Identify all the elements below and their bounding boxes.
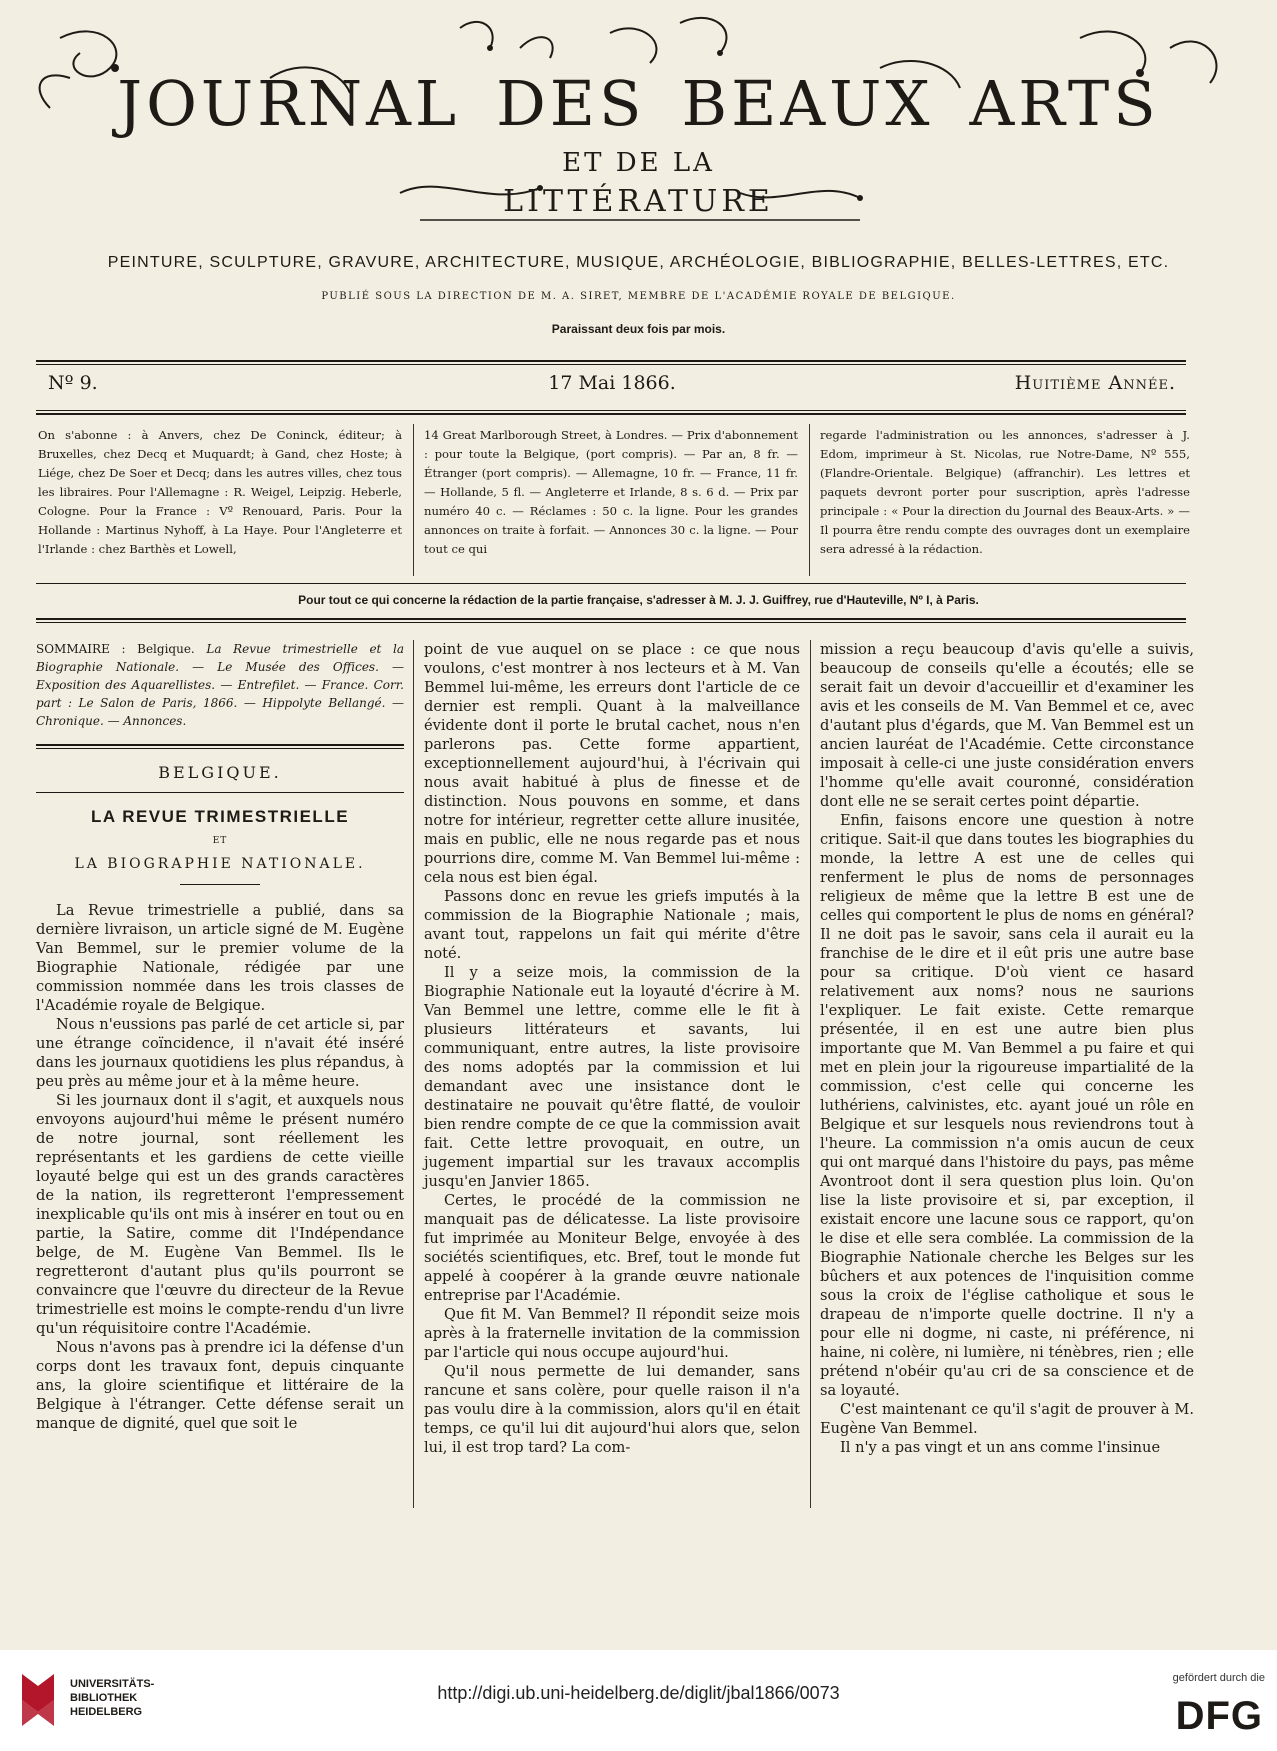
section-title: BELGIQUE. xyxy=(158,763,282,782)
rule xyxy=(36,410,1186,411)
title-word: BEAUX xyxy=(681,66,934,140)
disciplines-line: PEINTURE, SCULPTURE, GRAVURE, ARCHITECTURE, MUSIQUE, ARCHÉOLOGIE, BIBLIOGRAPHIE, BELLES-LETTRES, ETC. xyxy=(107,254,1170,271)
sommaire xyxy=(36,640,404,730)
column-3 xyxy=(820,640,1194,1457)
frequency-line: Paraissant deux fois par mois. xyxy=(551,322,726,336)
paragraph: Qu'il nous permette de lui demander, sans rancune et sans colère, pour quelle raison il n'a pas voulu dire à la commission, alors qu'il en était temps, ce qu'il lui dit aujourd'hui alors que, selon lui, il est trop tard? La com- xyxy=(424,1363,800,1456)
title-word: JOURNAL xyxy=(117,66,461,140)
column-divider xyxy=(809,424,810,576)
paragraph: Il n'y a pas vingt et un ans comme l'insinue xyxy=(840,1439,1161,1456)
funded-by-label: gefördert durch die xyxy=(1172,1672,1265,1684)
rule xyxy=(36,748,404,749)
library-line: BIBLIOTHEK xyxy=(70,1692,138,1704)
article-et: ET xyxy=(212,836,228,846)
paragraph: Si les journaux dont il s'agit, et auxquels nous envoyons aujourd'hui même le présent numéro de notre journal, sont réellement les représentants et les gardiens de cette vieille loyauté belge qui est un des grands caractères de la nation, ils regretteront l'empressement inexplicable qu'ils ont mis à insérer en tout ou en partie, la Satire, comme dit l'Indépendance belge, de M. Eugène Van Bemmel. Ils le regretteront d'autant plus qu'ils pourront se convaincre que l'œuvre du directeur de la Revue trimestrielle est moins le compte-rendu d'un livre qu'un réquisitoire contre l'Académie. xyxy=(36,1092,404,1337)
column-divider xyxy=(413,640,414,1508)
subscription-col-3: regarde l'administration ou les annonces, s'adresser à J. Edom, imprimeur à St. Nicolas, rue Notre-Dame, Nº 555, (Flandre-Orientale. Belgique) (affranchir). Les lettres et paquets devront porter pour suscription, après l'adresse principale : « Pour la direction du Journal des Beaux-Arts. » — Il pourra être rendu compte des ouvrages dont un exemplaire sera adressé à la rédaction. xyxy=(820,428,1190,556)
subtitle-et: ET DE LA xyxy=(562,148,715,178)
issue-number: Nº 9. xyxy=(48,372,98,394)
rule xyxy=(36,618,1186,620)
paragraph: Il y a seize mois, la commission de la Biographie Nationale eut la loyauté d'écrire à M. Van Bemmel une lettre, comme elle le fit à plusieurs littérateurs et savants, lui communiquant, entre autres, la liste provisoire des noms adoptés par la commission et lui demandant avec une insistance dont le destinataire ne pouvait qu'être flatté, de vouloir bien rendre compte de ce que la commission avait fait. Cette lettre provoquait, en outre, un jugement impartial sur les travaux accomplis jusqu'en Janvier 1865. xyxy=(424,964,800,1190)
paragraph: Passons donc en revue les griefs imputés à la commission de la Biographie Nationale ; mais, avant tout, rappelons un fait qui mérite d'être noté. xyxy=(424,888,800,962)
paragraph: Nous n'avons pas à prendre ici la défense d'un corps dont les travaux font, depuis cinquante ans, la gloire scientifique et littéraire de la Belgique à l'étranger. Cette défense serait un manque de dignité, quel que soit le xyxy=(36,1339,404,1432)
rule xyxy=(36,744,404,746)
article-title: LA REVUE TRIMESTRIELLE xyxy=(90,807,350,826)
library-line: HEIDELBERG xyxy=(70,1706,143,1718)
paragraph: mission a reçu beaucoup d'avis qu'elle a suivis, beaucoup de conseils qu'elle a écoutés; elle se serait fait un devoir d'accueillir et d'examiner les avis et les conseils de M. Van Bemmel et ce, avec d'autant plus d'égards, que M. Van Bemmel est un ancien lauréat de l'Académie. Cette circonstance imposait à celle-ci une juste considération envers l'homme qu'elle avait couronné, considération dont elle ne se serait certes point départie. xyxy=(820,641,1194,810)
issue-date: 17 Mai 1866. xyxy=(548,372,676,394)
paragraph: Certes, le procédé de la commission ne manquait pas de délicatesse. La liste provisoire fut imprimée au Moniteur Belge, envoyée à des sociétés scientifiques, etc. Bref, tout le monde fut appelé à coopérer à la grande œuvre nationale entreprise par l'Académie. xyxy=(424,1192,800,1304)
paragraph: C'est maintenant ce qu'il s'agit de prouver à M. Eugène Van Bemmel. xyxy=(820,1401,1194,1437)
paragraph: La Revue trimestrielle a publié, dans sa dernière livraison, un article signé de M. Eugène Van Bemmel, sur le premier volume de la Biographie Nationale, rédigée par une commission nommée dans les trois classes de l'Académie royale de Belgique. xyxy=(36,902,404,1014)
rule xyxy=(180,884,260,885)
library-line: UNIVERSITÄTS- xyxy=(70,1678,155,1690)
subscription-col-1: On s'abonne : à Anvers, chez De Coninck, éditeur; à Bruxelles, chez Decq et Muquardt; à Gand, chez Hoste; à Liége, chez De Soer et Decq; dans les autres villes, chez tous les libraires. Pour l'Allemagne : R. Weigel, Leipzig. Heberle, Cologne. Pour la France : Vº Renouard, Paris. Pour la Hollande : Martinus Nyhoff, à La Haye. Pour l'Angleterre et l'Irlande : chez Barthès et Lowell, xyxy=(38,428,402,556)
rule xyxy=(36,413,1186,415)
article-subtitle: LA BIOGRAPHIE NATIONALE. xyxy=(74,856,366,872)
paragraph: Nous n'eussions pas parlé de cet article si, par une étrange coïncidence, il n'avait été inséré dans les journaux quotidiens les plus répandus, à peu près au même jour et à la même heure. xyxy=(36,1016,404,1090)
sommaire-text: La Revue trimestrielle et la Biographie Nationale. — Le Musée des Offices. — Exposition des Aquarellistes. — Entrefilet. — France. Corr. part : Le Salon de Paris, 1866. — Hippolyte Bellangé. — Chronique. — Annonces. xyxy=(36,642,405,728)
dfg-logo: DFG xyxy=(1175,1694,1263,1738)
direction-line: PUBLIÉ SOUS LA DIRECTION DE M. A. SIRET, MEMBRE DE L'ACADÉMIE ROYALE DE BELGIQUE. xyxy=(321,291,956,302)
digitization-url[interactable]: http://digi.ub.uni-heidelberg.de/diglit/jbal1866/0073 xyxy=(437,1683,840,1703)
title-word: ARTS xyxy=(969,66,1160,140)
rule xyxy=(36,622,1186,623)
journal-title xyxy=(20,63,1257,143)
rule xyxy=(36,792,404,793)
column-divider xyxy=(810,640,811,1508)
rule xyxy=(36,583,1186,584)
masthead xyxy=(20,8,1257,248)
footer-bar xyxy=(0,1650,1277,1751)
subscription-col-2: 14 Great Marlborough Street, à Londres. — Prix d'abonnement : pour toute la Belgique, (port compris). — Par an, 8 fr. — Étranger (port compris). — Allemagne, 10 fr. — France, 11 fr. — Hollande, 5 fl. — Angleterre et Irlande, 8 s. 6 d. — Prix par numéro 40 c. — Réclames : 50 c. la ligne. Pour les grandes annonces on traite à forfait. — Annonces 30 c. la ligne. — Pour tout ce qui xyxy=(424,428,798,556)
column-1 xyxy=(36,640,404,1433)
issue-row xyxy=(48,372,1176,400)
rule xyxy=(36,364,1186,365)
column-2 xyxy=(424,640,800,1457)
issue-year: Huitième Année. xyxy=(1014,372,1176,394)
editorial-contact: Pour tout ce qui concerne la rédaction de la partie française, s'adresser à M. J. J. Guiffrey, rue d'Hauteville, Nº I, à Paris. xyxy=(298,593,979,607)
sommaire-lead: SOMMAIRE : Belgique. xyxy=(36,642,195,656)
title-word: DES xyxy=(496,66,646,140)
paragraph: Que fit M. Van Bemmel? Il répondit seize mois après à la fraternelle invitation de la commission par l'article qui nous occupe aujourd'hui. xyxy=(424,1306,800,1361)
subtitle-litterature: LITTÉRATURE xyxy=(503,184,774,219)
column-divider xyxy=(413,424,414,576)
paragraph: Enfin, faisons encore une question à notre critique. Sait-il que dans toutes les biographies du monde, la lettre A est une de celles qui renferment le plus de noms de personnages religieux de même que la lettre B est une de celles qui comportent le plus de noms en général? Il ne doit pas le savoir, sans cela il aurait eu la franchise de le dire et il eût pris une autre base pour sa critique. D'où vient ce hasard relativement aux noms? nous ne saurions l'expliquer. Le fait existe. Cette remarque présentée, il en est une autre bien plus importante que M. Van Bemmel a pu faire et qui met en plein jour la rigoureuse impartialité de la commission, c'est celle qui concerne les luthériens, calvinistes, etc. ayant joué un rôle en Belgique et sur lesquels nous reviendrons tout à l'heure. La commission n'a omis aucun de ceux qui ont marqué dans l'histoire du pays, pas même Avontroot dont il sera question plus loin. Qu'on lise la liste provisoire et si, par exception, il existait encore une lacune sous ce rapport, qu'on le dise et elle sera comblée. La commission de la Biographie Nationale cherche les Belges sur les bûchers et aux potences de l'inquisition comme sous la croix de l'église catholique et sous le drapeau de n'importe quelle doctrine. Il n'y a pour elle ni dogme, ni caste, ni préférence, ni haine, ni colère, ni lumière, ni ténèbres, rien ; elle prétend n'obéir qu'au cri de sa conscience et de sa loyauté. xyxy=(820,812,1194,1399)
paragraph: point de vue auquel on se place : ce que nous voulons, c'est montrer à nos lecteurs et à M. Van Bemmel lui-même, les erreurs dont l'article de ce dernier est rempli. Quant à la malveillance évidente dont il porte le brutal cachet, nous n'en parlerons pas. Cette forme appartient, exceptionnellement aujourd'hui, à l'écrivain qui nous avait habitué à plus de finesse et de distinction. Nous pouvons en somme, et dans notre for intérieur, regretter cette allure inusitée, mais en public, elle ne nous regarde pas et nous pourrions dire, comme M. Van Bemmel lui-même : cela nous est bien égal. xyxy=(424,641,800,886)
rule xyxy=(36,360,1186,362)
